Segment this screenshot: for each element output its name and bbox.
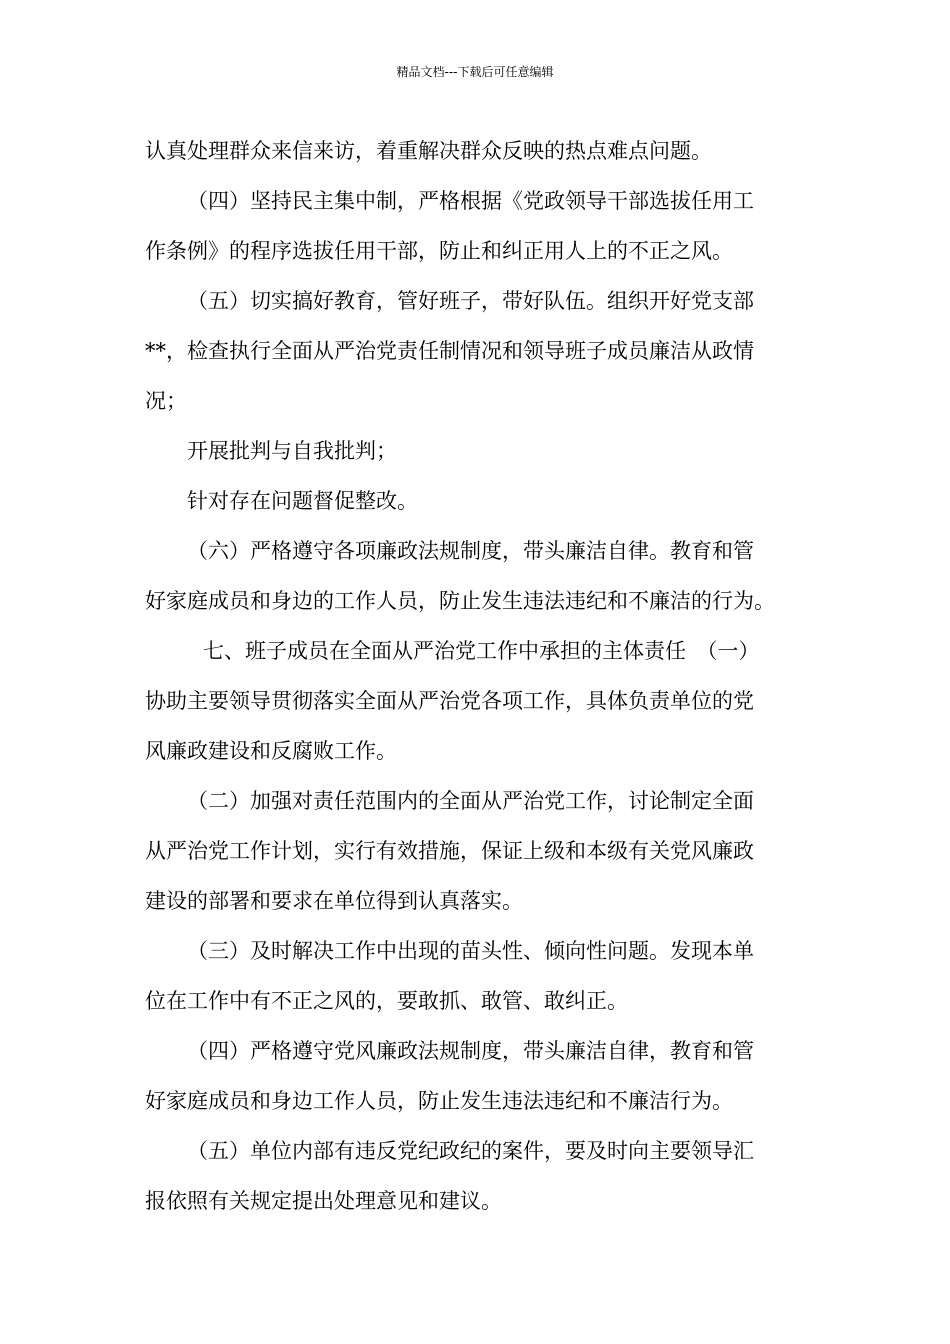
body-line: （五）单位内部有违反党纪政纪的案件，要及时向主要领导汇: [187, 1139, 754, 1163]
body-line: 好家庭成员和身边工作人员，防止发生违法违纪和不廉洁行为。: [145, 1089, 733, 1113]
body-line: 开展批判与自我批判；: [187, 439, 397, 463]
body-line: （二）加强对责任范围内的全面从严治党工作，讨论制定全面: [187, 789, 754, 813]
body-line: （四）坚持民主集中制，严格根据《党政领导干部选拔任用工: [187, 189, 754, 213]
document-body: [145, 126, 815, 1226]
body-line: 建设的部署和要求在单位得到认真落实。: [145, 889, 523, 913]
body-line: **，检查执行全面从严治党责任制情况和领导班子成员廉洁从政情: [145, 339, 754, 363]
body-line: 作条例》的程序选拔任用干部，防止和纠正用人上的不正之风。: [145, 239, 733, 263]
body-line: 认真处理群众来信来访，着重解决群众反映的热点难点问题。: [145, 139, 712, 163]
page-header: 精品文档---下载后可任意编辑: [396, 65, 554, 79]
body-line: （三）及时解决工作中出现的苗头性、倾向性问题。发现本单: [187, 939, 754, 963]
body-line: （五）切实搞好教育，管好班子，带好队伍。组织开好党支部: [187, 289, 754, 313]
body-line: 好家庭成员和身边的工作人员，防止发生违法违纪和不廉洁的行为。: [145, 589, 775, 613]
body-line: 报依照有关规定提出处理意见和建议。: [145, 1189, 502, 1213]
body-line: 风廉政建设和反腐败工作。: [145, 739, 397, 763]
body-line: 针对存在问题督促整改。: [187, 489, 418, 513]
body-line: （四）严格遵守党风廉政法规制度，带头廉洁自律，教育和管: [187, 1039, 754, 1063]
section-heading-line: 七、班子成员在全面从严治党工作中承担的主体责任 （一）: [203, 639, 760, 663]
body-line: 协助主要领导贯彻落实全面从严治党各项工作，具体负责单位的党: [145, 689, 754, 713]
body-line: 位在工作中有不正之风的，要敢抓、敢管、敢纠正。: [145, 989, 628, 1013]
body-line: 况；: [145, 389, 187, 413]
body-line: 从严治党工作计划，实行有效措施，保证上级和本级有关党风廉政: [145, 839, 754, 863]
body-line: （六）严格遵守各项廉政法规制度，带头廉洁自律。教育和管: [187, 539, 754, 563]
